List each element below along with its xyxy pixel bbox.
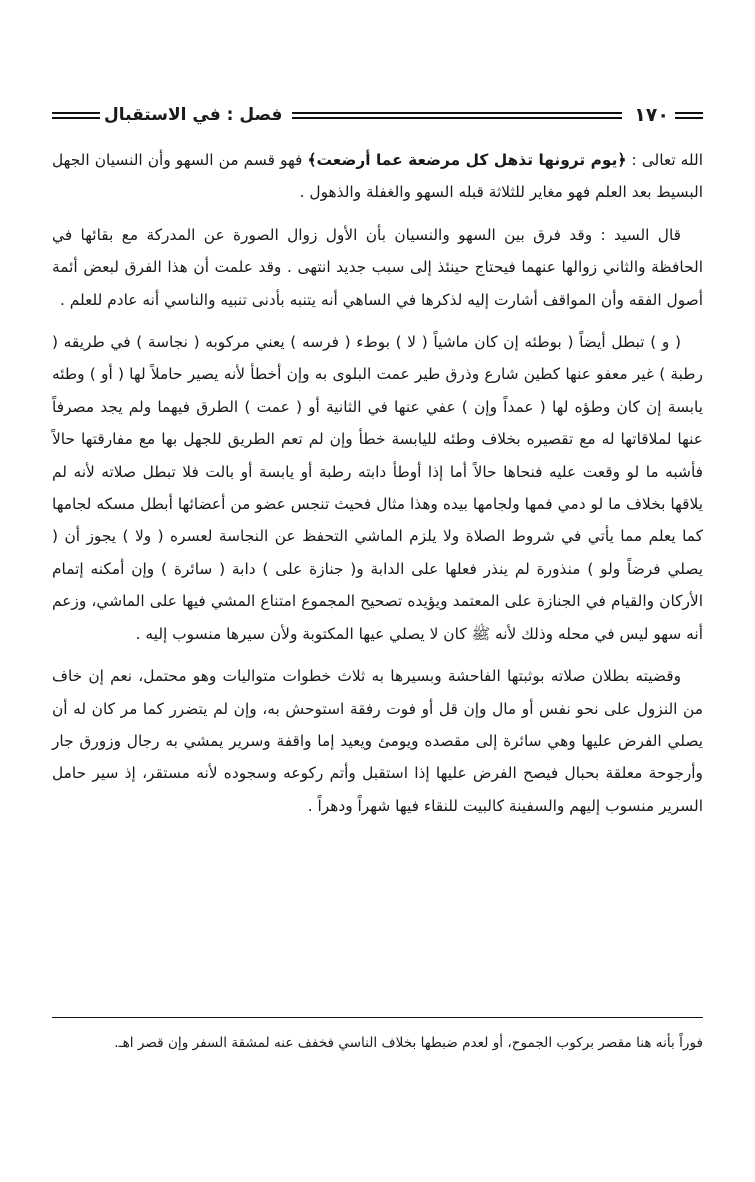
paragraph-1 [52, 144, 703, 209]
paragraph-3: ( و ) تبطل أيضاً ( بوطئه إن كان ماشياً ( لا ) بوطء ( فرسه ) يعني مركوبه ( نجاسة ) في طريقه ( رطبة ) غير معفو عنها كطين شارع وذرق طير عمت البلوى به وإن أخطأ لأنه يصير حاملاً لها ( أو ) وطئه يابسة إن كان وطؤه لها ( عمداً وإن ) عفي عنها في الثانية أو ( عمت ) الطرق فيهما ولم يجد مصرفاً عنها لملاقاتها له مع تقصيره بخلاف وطئه لليابسة خطأ وإن لم تعم الطريق للجهل بها مع مفارقتها حالاً فأشبه ما لو وقعت عليه فنحاها حالاً أما إذا أوطأ دابته رطبة أو يابسة أو بالت فلا تبطل صلاته لأنه لم يلاقها بخلاف ما لو دمي فمها ولجامها بيده وهذا مثال فحيث تنجس عضو من أعضائها أبطل مسكه لجامها كما يعلم مما يأتي في شروط الصلاة ولا يلزم الماشي التحفظ عن النجاسة لعسره ( ولا ) يجوز أن ( يصلي فرضاً ولو ) منذورة لم ينذر فعلها على الدابة و( جنازة على ) دابة ( سائرة ) وإن أمكنه إتمام الأركان والقيام في الجنازة على المعتمد ويؤيده تصحيح المجموع امتناع المشي فيها على الماشي، وزعم أنه سهو ليس في محله وذلك لأنه ﷺ كان لا يصلي عيها المكتوبة ولأن سيرها منسوب إليه . [52, 333, 703, 643]
paragraph-4: وقضيته بطلان صلاته بوثبتها الفاحشة وبسيرها به ثلاث خطوات متواليات وهو محتمل، نعم إن خاف من النزول على نحو نفس أو مال وإن قل أو فوت رفقة استوحش به، وإن لم يتضرر كما مر كان له أن يصلي الفرض عليها وهي سائرة إلى مقصده ويومئ ويعيد إما واقفة وسرير يمشي به رجال وزورق جار وأرجوحة معلقة بحبال فيصح الفرض عليها إذا استقبل وأتم ركوعه وسجوده لأنه مستقر، إذ سير حامل السرير منسوب إليهم والسفينة كالبيت للنقاء فيها شهراً ودهراً . [52, 667, 703, 815]
paragraph-1-lead: الله تعالى : [631, 151, 703, 169]
main-text [52, 144, 703, 832]
header-rule-middle [292, 112, 622, 119]
running-header [52, 100, 703, 130]
paragraph-1-rest: فهو قسم من السهو وأن النسيان الجهل البسيط بعد العلم فهو مغاير للثلاثة قبله السهو والغفلة والذهول . [52, 151, 703, 202]
paragraph-2: قال السيد : وقد فرق بين السهو والنسيان بأن الأول زوال الصورة عن المدركة مع بقائها في الحافظة والثاني زوالها عنهما فيحتاج حينئذ إلى سبب جديد انتهى . وقد علمت أن هذا الفرق لبعض أئمة أصول الفقه وأن المواقف أشارت إليه لذكرها في الساهي أنه يتنبه بأدنى تنبيه والناسي أنه عادم للعلم . [52, 225, 703, 309]
book-page [52, 0, 703, 1182]
footnote-text: فوراً بأنه هنا مقصر بركوب الجموح، أو لعدم ضبطها بخلاف الناسي فخفف عنه لمشقة السفر وإن قصر اهـ. [114, 1035, 703, 1051]
header-rule-right [675, 112, 703, 119]
header-rule-left [52, 112, 100, 119]
footnote [52, 1026, 703, 1060]
quran-verse: يوم ترونها تذهل كل مرضعة عما أرضعت [316, 151, 618, 169]
page-number: ١٧٠ [634, 104, 669, 126]
chapter-title: فصل : في الاستقبال [104, 105, 283, 125]
footnote-divider [52, 1017, 703, 1018]
quran-close-bracket: ﴾ [307, 151, 317, 169]
quran-open-bracket: ﴿ [617, 151, 627, 169]
